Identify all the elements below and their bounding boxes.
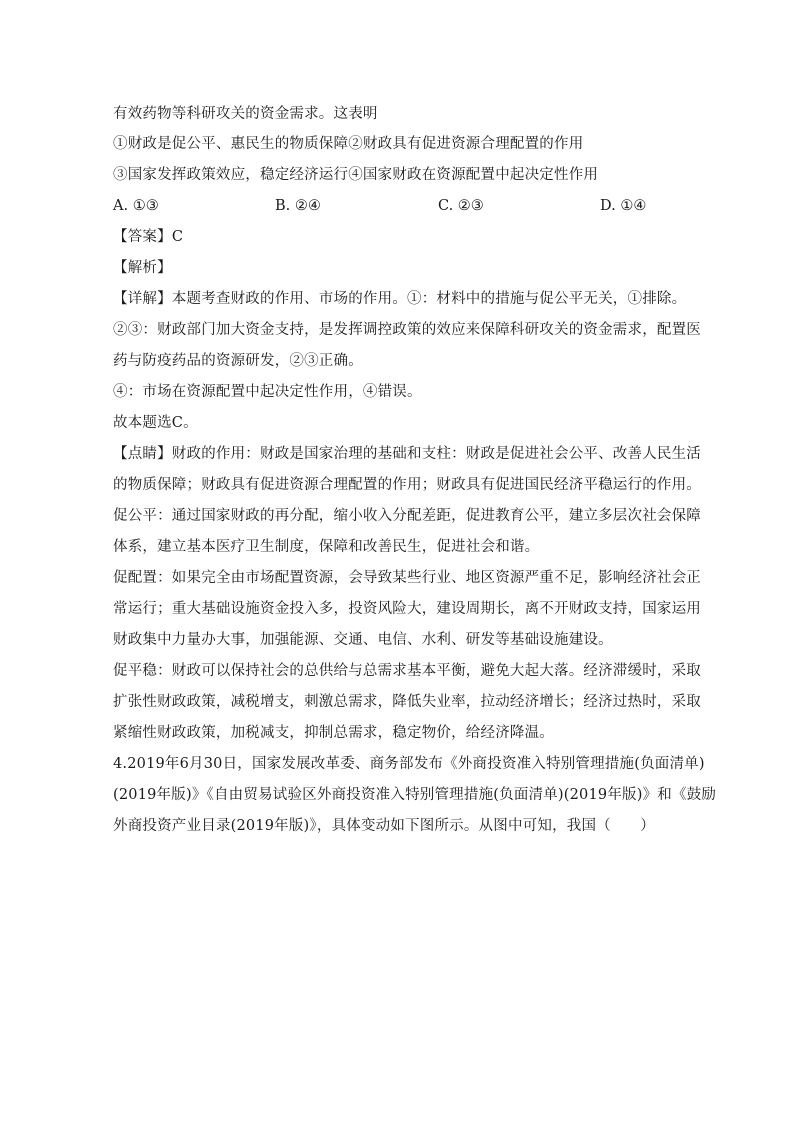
explanation-line-5: 故本题选C。 — [113, 415, 198, 431]
tips-line-4: 体系，建立基本医疗卫生制度，保障和改善民生，促进社会和谐。 — [113, 539, 540, 555]
question-stem-line-1: 有效药物等科研攻关的资金需求。这表明 — [113, 106, 378, 122]
tips-line-6: 常运行；重大基础设施资金投入多，投资风险大，建设周期长，离不开财政支持，国家运用 — [113, 601, 701, 617]
tips-line-2: 的物质保障；财政具有促进资源合理配置的作用；财政具有促进国民经济平稳运行的作用。 — [113, 477, 701, 493]
tips-line-3: 促公平：通过国家财政的再分配，缩小收入分配差距，促进教育公平，建立多层次社会保障 — [113, 508, 701, 524]
explanation-line-3: 药与防疫药品的资源研发，②③正确。 — [113, 353, 363, 369]
tips-line-8: 促平稳：财政可以保持社会的总供给与总需求基本平衡，避免大起大落。经济滞缓时，采取 — [113, 663, 701, 679]
tips-line-10: 紧缩性财政政策，加税减支，抑制总需求，稳定物价，给经济降温。 — [113, 725, 554, 741]
question4-line-1: 4.2019年6月30日，国家发展改革委、商务部发布《外商投资准入特别管理措施(负面清单) — [113, 756, 705, 772]
question4-line-2: (2019年版)》《自由贸易试验区外商投资准入特别管理措施(负面清单)(2019年版)》和《鼓励 — [113, 787, 717, 803]
explanation-line-2: ②③：财政部门加大资金支持，是发挥调控政策的效应来保障科研攻关的资金需求，配置医 — [113, 322, 701, 338]
statement-line-2: ③国家发挥政策效应，稳定经济运行④国家财政在资源配置中起决定性作用 — [113, 167, 599, 183]
tips-line-9: 扩张性财政政策，减税增支，刺激总需求，降低失业率，拉动经济增长；经济过热时，采取 — [113, 694, 701, 710]
option-b: B. ②④ — [275, 198, 321, 214]
tips-line-5: 促配置：如果完全由市场配置资源，会导致某些行业、地区资源严重不足，影响经济社会正 — [113, 570, 701, 586]
answer-line — [113, 227, 183, 247]
answer-tag: 【答案】 — [113, 229, 172, 245]
tips-line-1: 【点睛】财政的作用：财政是国家治理的基础和支柱：财政是促进社会公平、改善人民生活 — [113, 446, 701, 462]
answer-value: C — [171, 229, 184, 245]
explanation-line-4: ④：市场在资源配置中起决定性作用，④错误。 — [113, 384, 422, 400]
tips-line-7: 财政集中力量办大事，加强能源、交通、电信、水利、研发等基础设施建设。 — [113, 632, 613, 648]
option-a: A. ①③ — [113, 198, 159, 214]
explanation-line-1: 【详解】本题考查财政的作用、市场的作用。①：材料中的措施与促公平无关，①排除。 — [113, 291, 687, 307]
statement-line-1: ①财政是促公平、惠民生的物质保障②财政具有促进资源合理配置的作用 — [113, 136, 584, 152]
question4-line-3: 外商投资产业目录(2019年版)》，具体变动如下图所示。从图中可知，我国（ ） — [113, 818, 655, 834]
analysis-tag: 【解析】 — [113, 260, 172, 276]
option-c: C. ②③ — [438, 198, 484, 214]
option-d: D. ①④ — [600, 198, 647, 214]
